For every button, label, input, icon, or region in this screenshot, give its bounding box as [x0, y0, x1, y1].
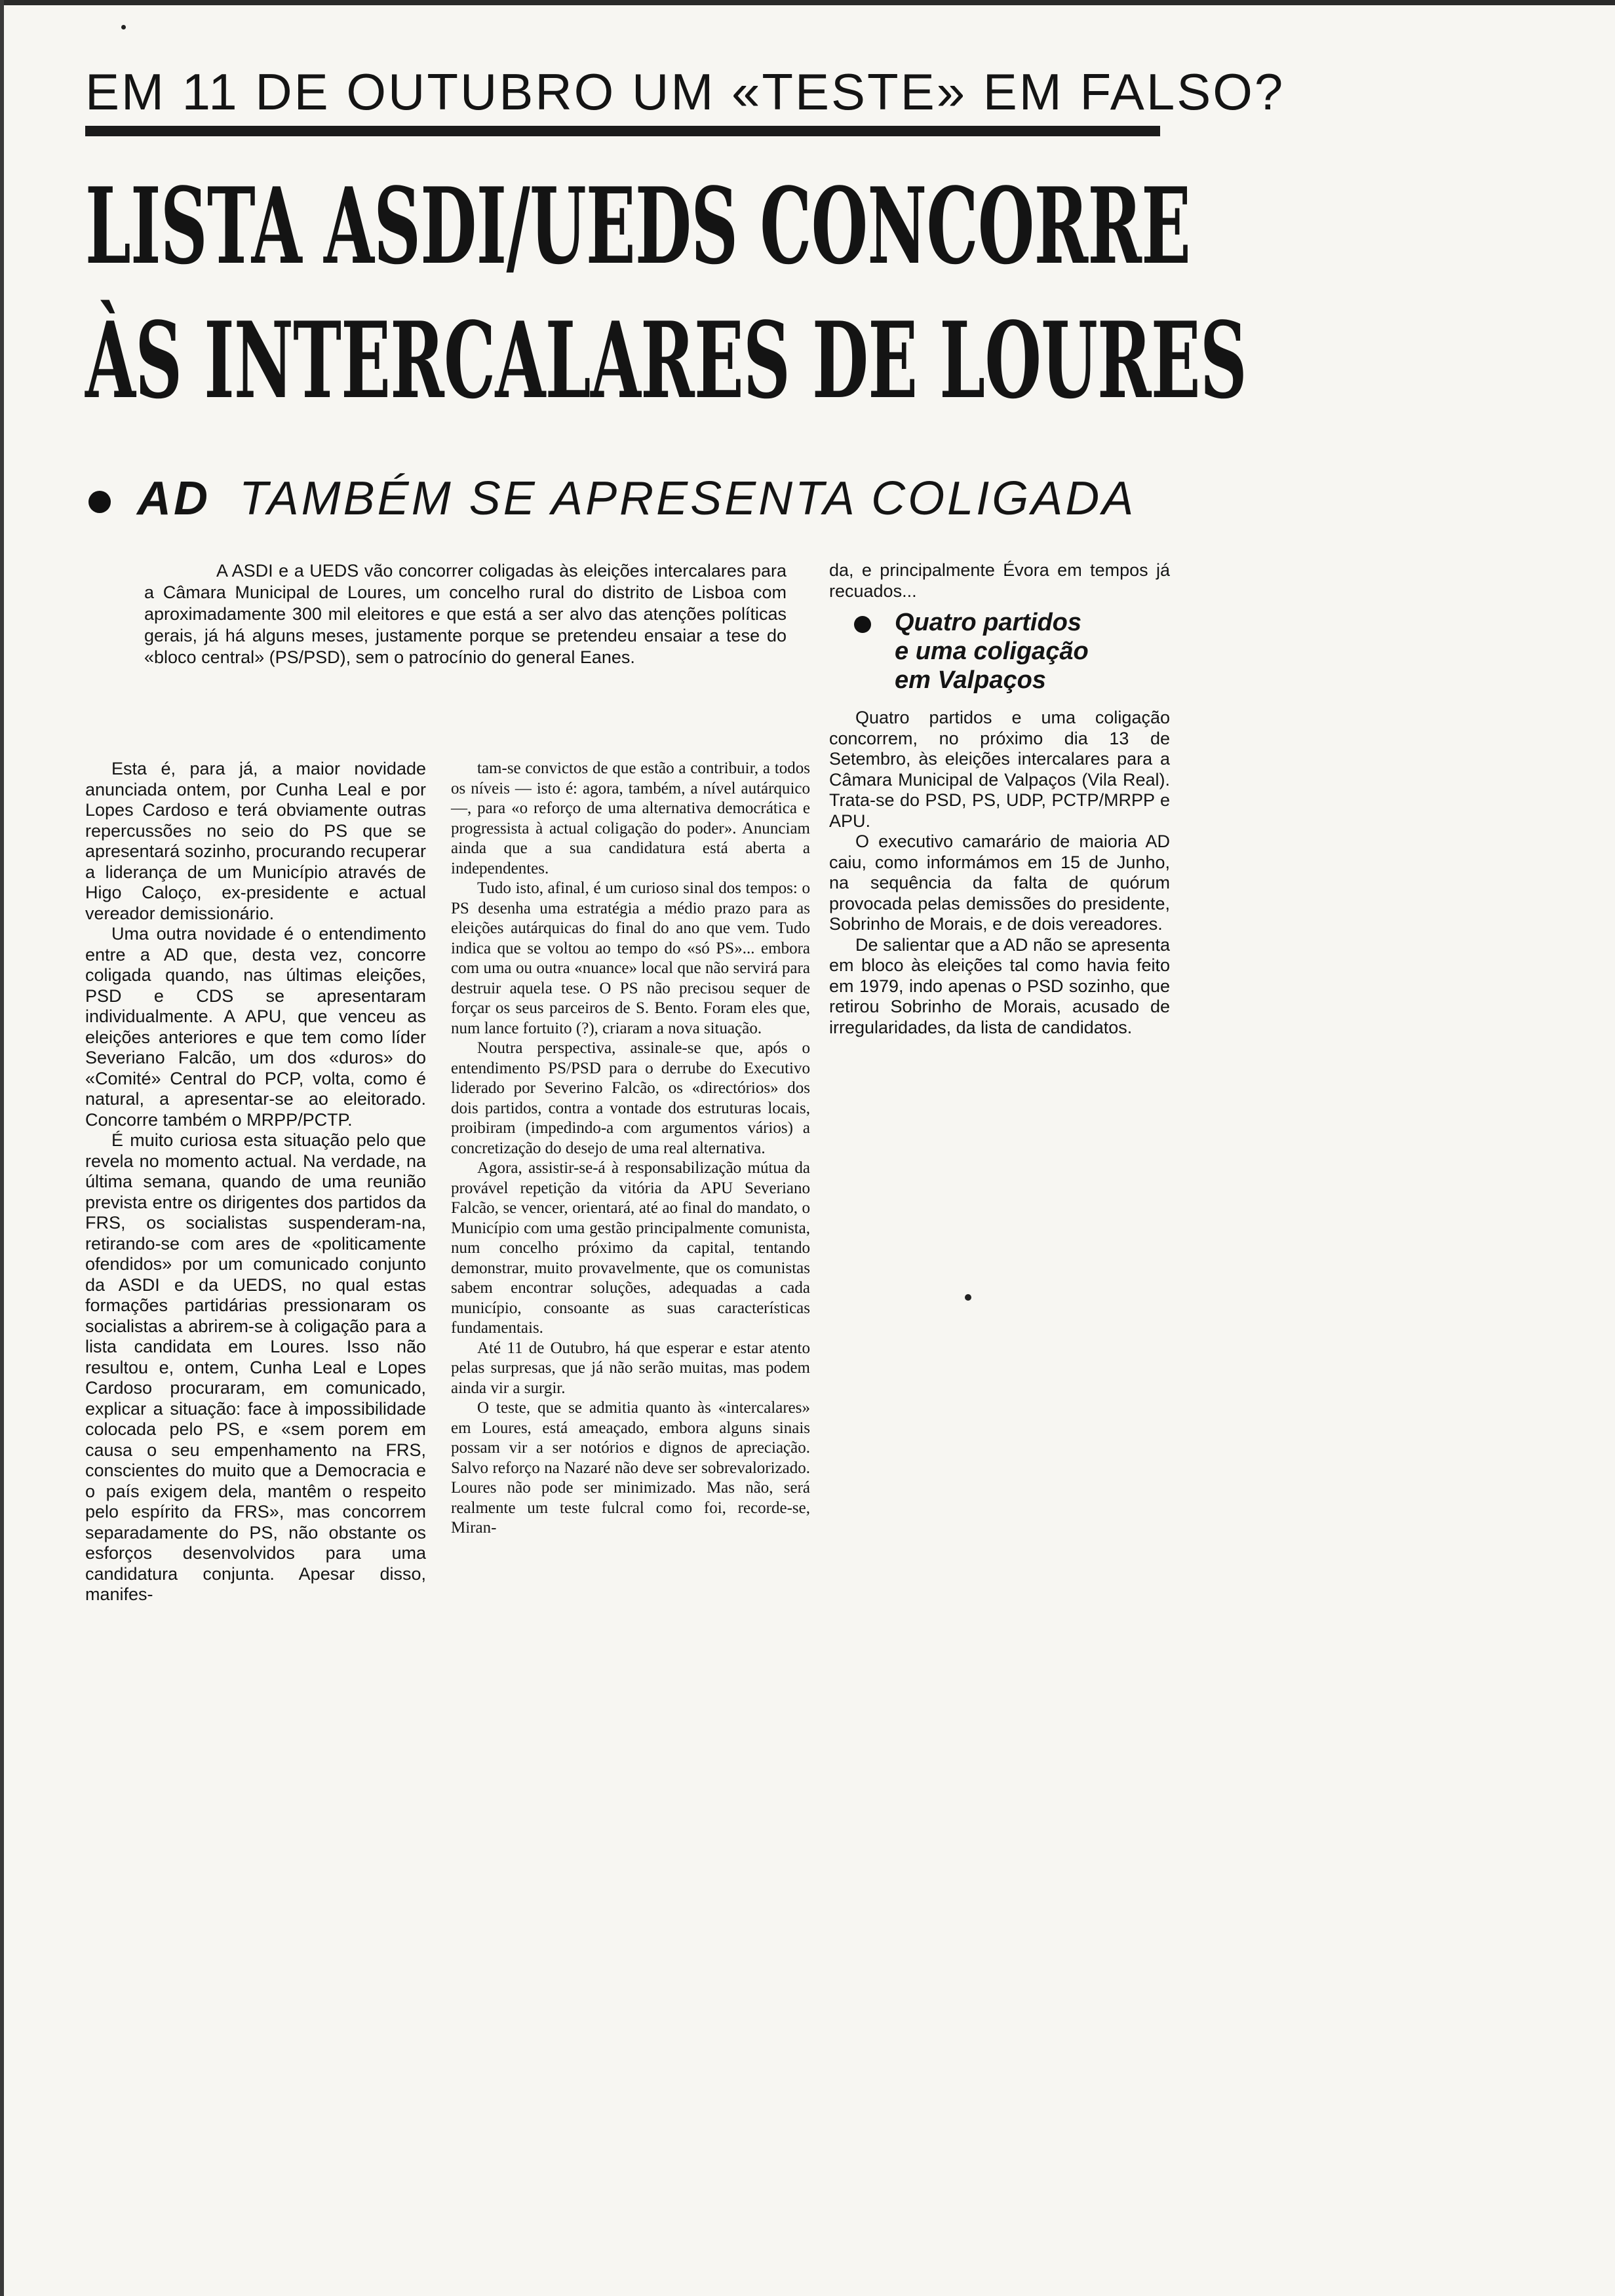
paragraph: Uma outra novidade é o entendimento entre a AD que, desta vez, concorre coligada quando, nas últimas eleições, PSD e CDS se apresentaram individualmente. A APU, que venceu as eleições anteriores e que tem como líder Severiano Falcão, um dos «duros» do «Comité» Central do PCP, volta, como é natural, a apresentar-se ao eleitorado. Concorre também o MRPP/PCTP. [85, 924, 426, 1130]
paragraph: Até 11 de Outubro, há que esperar e estar atento pelas surpresas, que já não serão muitas, mas podem ainda vir a surgir. [451, 1339, 810, 1397]
kicker-rule [85, 126, 1160, 136]
subhead [88, 472, 1163, 526]
paragraph: Agora, assistir-se-á à responsabilização mútua da provável repetição da vitória da APU Severiano Falcão, se vencer, orientará, até ao final do mandato, o Município com uma gestão principalmente comunista, num concelho próximo da capital, tentando demonstrar, muito provavelmente, que os comunistas sabem encontrar soluções, adequadas a cada município, consoante as suas características fundamentais. [451, 1159, 810, 1337]
lead-paragraph: A ASDI e a UEDS vão concorrer coligadas às eleições intercalares para a Câmara Municipal de Loures, um concelho rural do distrito de Lisboa com aproximadamente 300 mil eleitores e que está a ser alvo das atenções políticas gerais, já há alguns meses, justamente porque se pretendeu ensaiar a tese do «bloco central» (PS/PSD), sem o patrocínio do general Eanes. [144, 561, 787, 667]
column-2 [451, 759, 810, 1539]
continuation-paragraph: da, e principalmente Évora em tempos já recuados... [829, 560, 1170, 601]
paragraph: O teste, que se admitia quanto às «intercalares» em Loures, está ameaçado, embora alguns sinais possam vir a ser notórios e dignos de apreciação. Salvo reforço na Nazaré não deve ser sobrevalorizado. Loures não pode ser minimizado. Mas não, será realmente um teste fulcral como foi, recorde-se, Miran- [451, 1399, 810, 1537]
paragraph: Quatro partidos e uma coligação concorrem, no próximo dia 13 de Setembro, às eleições intercalares para a Câmara Municipal de Valpaços (Vila Real). Trata-se do PSD, PS, UDP, PCTP/MRPP e APU. [829, 708, 1170, 831]
box-title-line: e uma coligação [895, 638, 1089, 665]
column-1 [85, 759, 426, 1605]
bullet-icon [854, 616, 871, 633]
subhead-text: TAMBÉM SE APRESENTA COLIGADA [239, 472, 1137, 525]
bullet-icon [88, 491, 111, 513]
paragraph: É muito curiosa esta situação pelo que revela no momento actual. Na verdade, na última semana, quando de uma reunião prevista entre os dirigentes dos partidos da FRS, os socialistas suspenderam-na, retirando-se com ares de «politicamente ofendidos» por um comunicado conjunto da ASDI e da UEDS, no qual estas formações partidárias pressionaram os socialistas a abrirem-se à coligação para a lista candidata em Loures. Isso não resultou e, ontem, Cunha Leal e Lopes Cardoso procuraram, em comunicado, explicar a situação: face à impossibilidade colocada pelo PS, e «sem porem em causa o seu empenhamento na FRS, conscientes do muito que a Democracia e o país exigem dela, mantêm o respeito pelo espírito da FRS», mas concorrem separadamente do PS, não obstante os esforços desenvolvidos para uma candidatura conjunta. Apesar disso, manifes- [85, 1130, 426, 1604]
paragraph: O executivo camarário de maioria AD caiu, como informámos em 15 de Junho, na sequência da falta de quórum provocada pelas demissões do presidente, Sobrinho de Morais, e de dois vereadores. [829, 832, 1170, 934]
paragraph: Noutra perspectiva, assinale-se que, após o entendimento PS/PSD para o derrube do Executivo liderado por Severino Falcão, os «directórios» dos dois partidos, contra a vontade dos estruturas locais, proibiram (impedindo-a com argumentos vários) a concretização do desejo de uma real alternativa. [451, 1039, 810, 1157]
scan-edge-left [0, 0, 4, 2296]
scan-edge-top [0, 0, 1615, 5]
paragraph: tam-se convictos de que estão a contribuir, a todos os níveis — isto é: agora, também, a nível autárquico —, para «o reforço de uma alternativa democrática e progressista à actual coligação do poder». Anunciam ainda que a sua candidatura está aberta a independentes. [451, 759, 810, 877]
box-title [829, 608, 1170, 695]
scan-speck [965, 1294, 971, 1301]
box-title-line: Quatro partidos [895, 609, 1082, 636]
scan-speck [121, 25, 126, 29]
headline-line-2: ÀS INTERCALARES DE LOURES [85, 299, 1247, 422]
paragraph: Tudo isto, afinal, é um curioso sinal dos tempos: o PS desenha uma estratégia a médio prazo para as eleições autárquicas do final do ano que vem. Tudo indica que se voltou ao tempo do «só PS»... embora com uma ou outra «nuance» local que não servirá para destruir aquela tese. O PS não precisou sequer de forçar os seus parceiros de S. Bento. Foram eles que, num lance fortuito (?), criaram a nova situação. [451, 879, 810, 1037]
column-3 [829, 560, 1170, 1038]
headline-line-1: LISTA ASDI/UEDS CONCORRE [85, 164, 1191, 288]
box-title-line: em Valpaços [895, 666, 1046, 694]
paragraph: Esta é, para já, a maior novidade anunciada ontem, por Cunha Leal e por Lopes Cardoso e terá obviamente outras repercussões no seio do PS que se apresentará sozinho, procurando recuperar a liderança de um Município através de Higo Caloço, ex-presidente e actual vereador demissionário. [85, 759, 426, 923]
paragraph: De salientar que a AD não se apresenta em bloco às eleições tal como havia feito em 1979, indo apenas o PSD sozinho, que retirou Sobrinho de Morais, acusado de irregularidades, da lista de candidatos. [829, 934, 1170, 1037]
kicker: EM 11 DE OUTUBRO UM «TESTE» EM FALSO? [85, 63, 1285, 121]
subhead-ad: AD [137, 472, 210, 525]
